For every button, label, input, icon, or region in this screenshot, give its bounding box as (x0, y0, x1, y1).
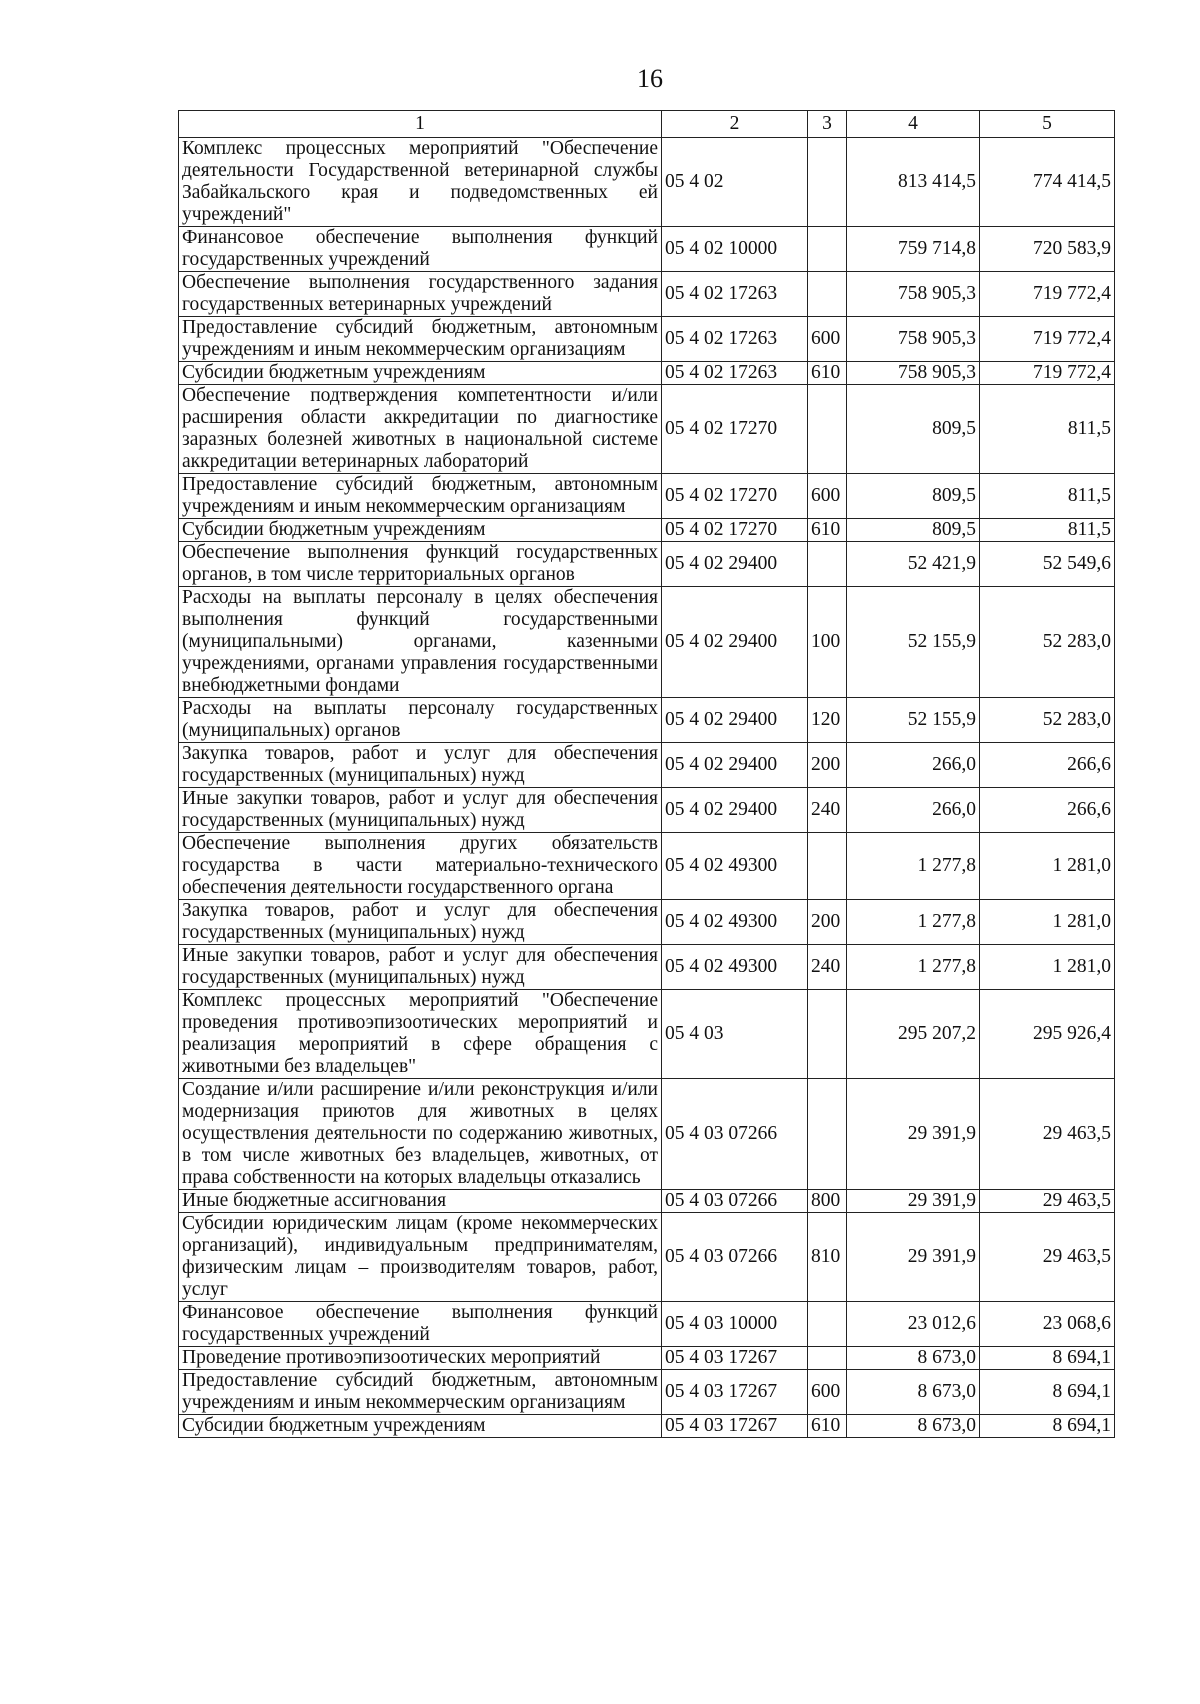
row-expense-type: 800 (808, 1190, 847, 1213)
table-row (179, 743, 1115, 788)
row-code: 05 4 02 29400 (662, 698, 808, 743)
row-expense-type (808, 272, 847, 317)
table-row (179, 317, 1115, 362)
row-code: 05 4 02 17270 (662, 385, 808, 474)
row-amount-col5: 266,6 (980, 788, 1115, 833)
row-amount-col4: 8 673,0 (847, 1415, 980, 1438)
table-row (179, 1213, 1115, 1302)
table-row (179, 385, 1115, 474)
row-amount-col5: 266,6 (980, 743, 1115, 788)
row-amount-col5: 1 281,0 (980, 900, 1115, 945)
row-expense-type: 600 (808, 1370, 847, 1415)
row-expense-type: 610 (808, 362, 847, 385)
row-expense-type: 610 (808, 519, 847, 542)
row-amount-col4: 29 391,9 (847, 1079, 980, 1190)
row-code: 05 4 03 07266 (662, 1213, 808, 1302)
row-expense-type (808, 542, 847, 587)
row-amount-col4: 23 012,6 (847, 1302, 980, 1347)
row-code: 05 4 03 07266 (662, 1190, 808, 1213)
row-amount-col5: 1 281,0 (980, 833, 1115, 900)
row-expense-type: 240 (808, 945, 847, 990)
row-amount-col4: 295 207,2 (847, 990, 980, 1079)
row-amount-col5: 811,5 (980, 474, 1115, 519)
row-amount-col4: 809,5 (847, 519, 980, 542)
row-amount-col4: 29 391,9 (847, 1190, 980, 1213)
row-code: 05 4 02 29400 (662, 587, 808, 698)
row-name: Обеспечение выполнения государственного задания государственных ветеринарных учреждений (179, 272, 662, 317)
row-amount-col4: 266,0 (847, 743, 980, 788)
row-amount-col4: 52 155,9 (847, 587, 980, 698)
row-name: Субсидии бюджетным учреждениям (179, 519, 662, 542)
table-row (179, 900, 1115, 945)
row-name: Предоставление субсидий бюджетным, автономным учреждениям и иным некоммерческим организациям (179, 474, 662, 519)
table-row (179, 1347, 1115, 1370)
row-amount-col5: 1 281,0 (980, 945, 1115, 990)
row-code: 05 4 03 17267 (662, 1415, 808, 1438)
row-amount-col5: 811,5 (980, 519, 1115, 542)
row-name: Иные закупки товаров, работ и услуг для обеспечения государственных (муниципальных) нужд (179, 945, 662, 990)
row-code: 05 4 02 29400 (662, 743, 808, 788)
row-amount-col4: 266,0 (847, 788, 980, 833)
row-code: 05 4 02 29400 (662, 542, 808, 587)
row-amount-col4: 1 277,8 (847, 833, 980, 900)
table-body (179, 138, 1115, 1438)
row-amount-col4: 52 421,9 (847, 542, 980, 587)
table-row (179, 1190, 1115, 1213)
row-amount-col4: 8 673,0 (847, 1370, 980, 1415)
row-amount-col5: 52 283,0 (980, 698, 1115, 743)
row-code: 05 4 02 17270 (662, 519, 808, 542)
table-row (179, 1302, 1115, 1347)
row-code: 05 4 02 17263 (662, 272, 808, 317)
row-expense-type: 200 (808, 900, 847, 945)
table-row (179, 362, 1115, 385)
row-amount-col5: 52 549,6 (980, 542, 1115, 587)
column-header: 4 (847, 111, 980, 138)
table-row (179, 833, 1115, 900)
row-name: Финансовое обеспечение выполнения функций государственных учреждений (179, 227, 662, 272)
row-code: 05 4 02 29400 (662, 788, 808, 833)
row-code: 05 4 02 17263 (662, 317, 808, 362)
column-header: 1 (179, 111, 662, 138)
row-amount-col4: 52 155,9 (847, 698, 980, 743)
row-code: 05 4 02 17270 (662, 474, 808, 519)
row-expense-type: 100 (808, 587, 847, 698)
table-row (179, 519, 1115, 542)
row-amount-col5: 23 068,6 (980, 1302, 1115, 1347)
table-row (179, 227, 1115, 272)
row-name: Иные закупки товаров, работ и услуг для обеспечения государственных (муниципальных) нужд (179, 788, 662, 833)
row-code: 05 4 02 49300 (662, 900, 808, 945)
row-expense-type: 600 (808, 317, 847, 362)
row-name: Обеспечение подтверждения компетентности и/или расширения области аккредитации по диагностике заразных болезней животных в национальной системе аккредитации ветеринарных лабораторий (179, 385, 662, 474)
row-amount-col5: 52 283,0 (980, 587, 1115, 698)
row-code: 05 4 03 10000 (662, 1302, 808, 1347)
row-amount-col5: 295 926,4 (980, 990, 1115, 1079)
row-amount-col5: 29 463,5 (980, 1079, 1115, 1190)
row-name: Субсидии бюджетным учреждениям (179, 362, 662, 385)
row-amount-col5: 774 414,5 (980, 138, 1115, 227)
row-expense-type: 200 (808, 743, 847, 788)
row-code: 05 4 03 17267 (662, 1370, 808, 1415)
table-row (179, 990, 1115, 1079)
column-header: 3 (808, 111, 847, 138)
row-code: 05 4 02 49300 (662, 833, 808, 900)
row-name: Предоставление субсидий бюджетным, автономным учреждениям и иным некоммерческим организациям (179, 317, 662, 362)
row-amount-col4: 813 414,5 (847, 138, 980, 227)
row-name: Комплекс процессных мероприятий "Обеспечение проведения противоэпизоотических мероприятий и реализация мероприятий в сфере обращения с животными без владельцев" (179, 990, 662, 1079)
row-expense-type: 600 (808, 474, 847, 519)
row-amount-col4: 8 673,0 (847, 1347, 980, 1370)
row-expense-type: 810 (808, 1213, 847, 1302)
row-amount-col4: 29 391,9 (847, 1213, 980, 1302)
row-name: Проведение противоэпизоотических мероприятий (179, 1347, 662, 1370)
row-name: Закупка товаров, работ и услуг для обеспечения государственных (муниципальных) нужд (179, 900, 662, 945)
table-row (179, 474, 1115, 519)
column-header: 5 (980, 111, 1115, 138)
row-name: Создание и/или расширение и/или реконструкция и/или модернизация приютов для животных в целях осуществления деятельности по содержанию животных, в том числе животных без владельцев, животных, от права собственности на которых владельцы отказались (179, 1079, 662, 1190)
row-name: Финансовое обеспечение выполнения функций государственных учреждений (179, 1302, 662, 1347)
row-code: 05 4 02 10000 (662, 227, 808, 272)
row-name: Предоставление субсидий бюджетным, автономным учреждениям и иным некоммерческим организациям (179, 1370, 662, 1415)
row-expense-type: 240 (808, 788, 847, 833)
table-row (179, 698, 1115, 743)
column-header: 2 (662, 111, 808, 138)
row-amount-col5: 29 463,5 (980, 1213, 1115, 1302)
table-row (179, 1415, 1115, 1438)
table-row (179, 788, 1115, 833)
row-expense-type (808, 990, 847, 1079)
row-amount-col5: 719 772,4 (980, 317, 1115, 362)
row-amount-col4: 759 714,8 (847, 227, 980, 272)
table-row (179, 945, 1115, 990)
row-name: Расходы на выплаты персоналу в целях обеспечения выполнения функций государственными (муниципальными) органами, казенными учреждениями, органами управления государственными внебюджетными фондами (179, 587, 662, 698)
row-amount-col5: 8 694,1 (980, 1415, 1115, 1438)
row-amount-col4: 809,5 (847, 385, 980, 474)
table-row (179, 272, 1115, 317)
row-code: 05 4 03 17267 (662, 1347, 808, 1370)
row-expense-type (808, 1302, 847, 1347)
row-name: Расходы на выплаты персоналу государственных (муниципальных) органов (179, 698, 662, 743)
row-name: Субсидии юридическим лицам (кроме некоммерческих организаций), индивидуальным предпринимателям, физическим лицам – производителям товаров, работ, услуг (179, 1213, 662, 1302)
row-code: 05 4 02 (662, 138, 808, 227)
row-expense-type (808, 1079, 847, 1190)
row-expense-type (808, 227, 847, 272)
row-expense-type (808, 1347, 847, 1370)
row-expense-type (808, 833, 847, 900)
table-row (179, 1370, 1115, 1415)
page-number: 16 (637, 64, 663, 93)
table-row (179, 138, 1115, 227)
row-amount-col4: 758 905,3 (847, 362, 980, 385)
row-amount-col5: 8 694,1 (980, 1347, 1115, 1370)
row-name: Обеспечение выполнения других обязательств государства в части материально-технического обеспечения деятельности государственного органа (179, 833, 662, 900)
row-code: 05 4 02 17263 (662, 362, 808, 385)
row-amount-col5: 719 772,4 (980, 272, 1115, 317)
row-expense-type (808, 385, 847, 474)
row-expense-type (808, 138, 847, 227)
row-amount-col4: 1 277,8 (847, 945, 980, 990)
table-row (179, 542, 1115, 587)
row-code: 05 4 03 (662, 990, 808, 1079)
row-amount-col4: 809,5 (847, 474, 980, 519)
row-expense-type: 120 (808, 698, 847, 743)
budget-table (178, 110, 1115, 1438)
row-name: Комплекс процессных мероприятий "Обеспечение деятельности Государственной ветеринарной службы Забайкальского края и подведомственных ей учреждений" (179, 138, 662, 227)
row-amount-col4: 758 905,3 (847, 317, 980, 362)
row-name: Обеспечение выполнения функций государственных органов, в том числе территориальных органов (179, 542, 662, 587)
row-code: 05 4 02 49300 (662, 945, 808, 990)
row-amount-col5: 720 583,9 (980, 227, 1115, 272)
row-amount-col5: 8 694,1 (980, 1370, 1115, 1415)
table-row (179, 587, 1115, 698)
table-row (179, 1079, 1115, 1190)
row-expense-type: 610 (808, 1415, 847, 1438)
row-amount-col5: 29 463,5 (980, 1190, 1115, 1213)
row-amount-col5: 719 772,4 (980, 362, 1115, 385)
row-name: Иные бюджетные ассигнования (179, 1190, 662, 1213)
header-row (179, 111, 1115, 138)
row-amount-col5: 811,5 (980, 385, 1115, 474)
row-amount-col4: 1 277,8 (847, 900, 980, 945)
row-code: 05 4 03 07266 (662, 1079, 808, 1190)
row-amount-col4: 758 905,3 (847, 272, 980, 317)
row-name: Закупка товаров, работ и услуг для обеспечения государственных (муниципальных) нужд (179, 743, 662, 788)
row-name: Субсидии бюджетным учреждениям (179, 1415, 662, 1438)
